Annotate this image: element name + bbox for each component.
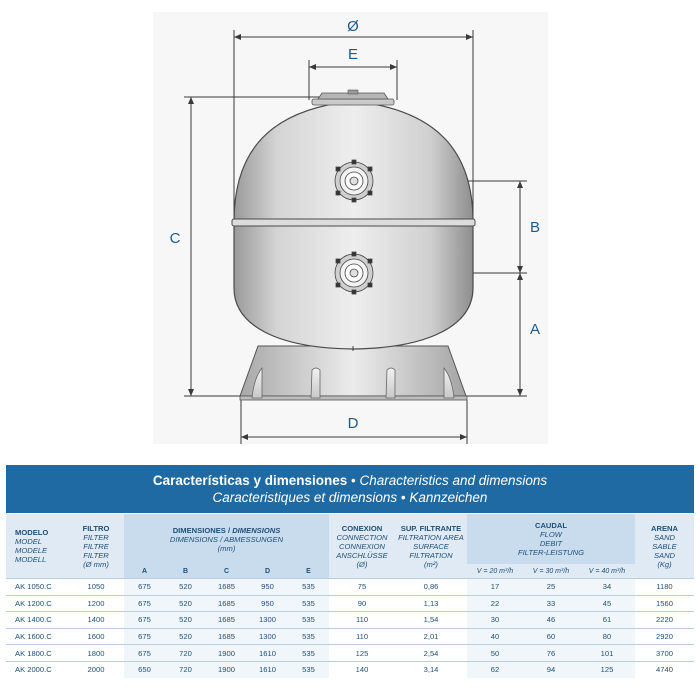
table-cell: 1800 xyxy=(68,645,124,662)
table-cell: 94 xyxy=(523,661,579,677)
table-cell: 1685 xyxy=(206,579,247,596)
table-cell: 1180 xyxy=(635,579,694,596)
table-cell: 45 xyxy=(579,595,635,612)
title-line-2 xyxy=(6,489,694,506)
filtro-unit: (Ø mm) xyxy=(83,559,109,569)
conexion-fr: CONNEXION xyxy=(339,541,385,551)
table-cell: 61 xyxy=(579,612,635,629)
table-cell: 720 xyxy=(165,645,206,662)
table-cell: 675 xyxy=(124,612,165,629)
table-cell: 520 xyxy=(165,628,206,645)
table-cell: 110 xyxy=(329,612,395,629)
table-cell: 1200 xyxy=(68,595,124,612)
table-cell: 535 xyxy=(288,595,329,612)
table-cell: 675 xyxy=(124,628,165,645)
model-cell: AK 2000.C xyxy=(6,661,68,677)
table-cell: 675 xyxy=(124,645,165,662)
arena-unit: (Kg) xyxy=(657,559,672,569)
table-cell: 950 xyxy=(247,579,288,596)
table-cell: 2,01 xyxy=(395,628,467,645)
table-cell: 75 xyxy=(329,579,395,596)
caudal-col-20: V = 20 m³/h xyxy=(467,564,523,579)
filtro-fr: FILTRE xyxy=(83,541,109,551)
table-cell: 62 xyxy=(467,661,523,677)
table-cell: 110 xyxy=(329,628,395,645)
specifications-table xyxy=(6,514,694,678)
table-cell: 4740 xyxy=(635,661,694,677)
table-cell: 2220 xyxy=(635,612,694,629)
table-cell: 2000 xyxy=(68,661,124,677)
table-cell: 1400 xyxy=(68,612,124,629)
table-cell: 1300 xyxy=(247,612,288,629)
table-cell: 1685 xyxy=(206,628,247,645)
table-cell: 34 xyxy=(579,579,635,596)
table-cell: 720 xyxy=(165,661,206,677)
table-cell: 2920 xyxy=(635,628,694,645)
dimensiones-frde: DIMENSIONS / ABMESSUNGEN xyxy=(169,534,284,544)
modelo-es: MODELO xyxy=(15,528,49,537)
table-cell: 1,54 xyxy=(395,612,467,629)
table-row xyxy=(6,612,694,629)
sup-en: FILTRATION AREA xyxy=(398,532,464,542)
filter-base xyxy=(240,346,467,400)
table-cell: 1900 xyxy=(206,645,247,662)
sup-es: SUP. FILTRANTE xyxy=(400,523,462,533)
dim-col-b: B xyxy=(165,564,206,579)
b-label: B xyxy=(529,219,541,236)
model-cell: AK 1600.C xyxy=(6,628,68,645)
table-cell: 535 xyxy=(288,645,329,662)
table-cell: 30 xyxy=(467,612,523,629)
table-cell: 0,86 xyxy=(395,579,467,596)
table-cell: 1610 xyxy=(247,661,288,677)
conexion-unit: (Ø) xyxy=(356,559,368,569)
table-cell: 46 xyxy=(523,612,579,629)
table-cell: 22 xyxy=(467,595,523,612)
table-cell: 520 xyxy=(165,612,206,629)
dim-col-a: A xyxy=(124,564,165,579)
sup-fr2: FILTRATION xyxy=(409,550,453,560)
table-cell: 1,13 xyxy=(395,595,467,612)
a-label: A xyxy=(529,321,541,338)
caudal-col-30: V = 30 m³/h xyxy=(523,564,579,579)
table-cell: 101 xyxy=(579,645,635,662)
table-cell: 535 xyxy=(288,661,329,677)
table-cell: 1560 xyxy=(635,595,694,612)
table-cell: 1685 xyxy=(206,595,247,612)
caudal-en: FLOW xyxy=(540,530,562,539)
table-cell: 125 xyxy=(329,645,395,662)
table-row xyxy=(6,595,694,612)
header-modelo xyxy=(6,514,68,579)
modelo-en: MODEL xyxy=(15,537,43,546)
caudal-fr: DEBIT xyxy=(539,539,563,548)
arena-fr: SABLE xyxy=(652,541,677,551)
caudal-col-40: V = 40 m³/h xyxy=(579,564,635,579)
table-cell: 80 xyxy=(579,628,635,645)
header-dimensiones: DIMENSIONES / DIMENSIONS DIMENSIONS / ABMESSUNGEN (mm) xyxy=(124,514,329,564)
dimensiones-en: DIMENSIONS xyxy=(232,525,281,535)
dimensiones-es: DIMENSIONES xyxy=(172,525,226,535)
table-cell: 1685 xyxy=(206,612,247,629)
caudal-es: CAUDAL xyxy=(534,521,568,530)
model-cell: AK 1200.C xyxy=(6,595,68,612)
table-cell: 140 xyxy=(329,661,395,677)
filtro-en: FILTER xyxy=(83,532,109,542)
table-cell: 535 xyxy=(288,612,329,629)
table-cell: 33 xyxy=(523,595,579,612)
table-cell: 1050 xyxy=(68,579,124,596)
model-cell: AK 1400.C xyxy=(6,612,68,629)
e-label: E xyxy=(347,46,359,63)
header-arena xyxy=(635,514,694,579)
table-cell: 25 xyxy=(523,579,579,596)
title-sep-1: • xyxy=(347,473,360,488)
modelo-de: MODELL xyxy=(15,555,47,564)
arena-en: SAND xyxy=(653,532,676,542)
model-cell: AK 1800.C xyxy=(6,645,68,662)
title-en: Characteristics and dimensions xyxy=(359,473,548,488)
table-row xyxy=(6,661,694,677)
table-cell: 3,14 xyxy=(395,661,467,677)
table-cell: 520 xyxy=(165,595,206,612)
model-cell: AK 1050.C xyxy=(6,579,68,596)
table-row xyxy=(6,628,694,645)
title-de: Kannzeichen xyxy=(409,490,488,505)
table-cell: 535 xyxy=(288,579,329,596)
table-title-banner xyxy=(6,465,694,513)
header-caudal xyxy=(467,514,635,564)
filtro-de: FILTER xyxy=(83,550,109,560)
table-cell: 40 xyxy=(467,628,523,645)
dim-col-d: D xyxy=(247,564,288,579)
table-cell: 675 xyxy=(124,595,165,612)
table-row xyxy=(6,579,694,596)
dim-col-e: E xyxy=(288,564,329,579)
filtro-es: FILTRO xyxy=(82,523,110,533)
header-sup-filtrante xyxy=(395,514,467,579)
table-cell: 50 xyxy=(467,645,523,662)
table-cell: 520 xyxy=(165,579,206,596)
arena-de: SAND xyxy=(653,550,676,560)
table-cell: 90 xyxy=(329,595,395,612)
c-label: C xyxy=(169,230,181,247)
table-cell: 1610 xyxy=(247,645,288,662)
conexion-en: CONNECTION xyxy=(336,532,388,542)
modelo-fr: MODELE xyxy=(15,546,48,555)
table-body xyxy=(6,579,694,678)
table-cell: 3700 xyxy=(635,645,694,662)
dim-col-c: C xyxy=(206,564,247,579)
table-cell: 535 xyxy=(288,628,329,645)
d-label: D xyxy=(347,415,359,432)
header-filtro xyxy=(68,514,124,579)
table-cell: 675 xyxy=(124,579,165,596)
table-cell: 1900 xyxy=(206,661,247,677)
sup-unit: (m²) xyxy=(424,559,438,569)
title-es: Características y dimensiones xyxy=(152,473,348,488)
conexion-de: ANSCHLÜSSE xyxy=(336,550,388,560)
caudal-de: FILTER-LEISTUNG xyxy=(517,548,585,557)
title-sep-2: • xyxy=(397,490,410,505)
diameter-label: Ø xyxy=(347,18,359,35)
dimensiones-unit: (mm) xyxy=(217,543,236,553)
table-cell: 76 xyxy=(523,645,579,662)
table-cell: 650 xyxy=(124,661,165,677)
table-row xyxy=(6,645,694,662)
sup-fr1: SURFACE xyxy=(413,541,449,551)
filter-tank xyxy=(232,101,475,351)
table-cell: 1300 xyxy=(247,628,288,645)
conexion-es: CONEXION xyxy=(341,523,383,533)
table-cell: 60 xyxy=(523,628,579,645)
title-fr: Caracteristiques et dimensions xyxy=(212,490,398,505)
table-cell: 125 xyxy=(579,661,635,677)
table-cell: 17 xyxy=(467,579,523,596)
arena-es: ARENA xyxy=(650,523,678,533)
header-conexion xyxy=(329,514,395,579)
table-cell: 1600 xyxy=(68,628,124,645)
title-line-1 xyxy=(6,472,694,489)
table-cell: 950 xyxy=(247,595,288,612)
table-cell: 2,54 xyxy=(395,645,467,662)
